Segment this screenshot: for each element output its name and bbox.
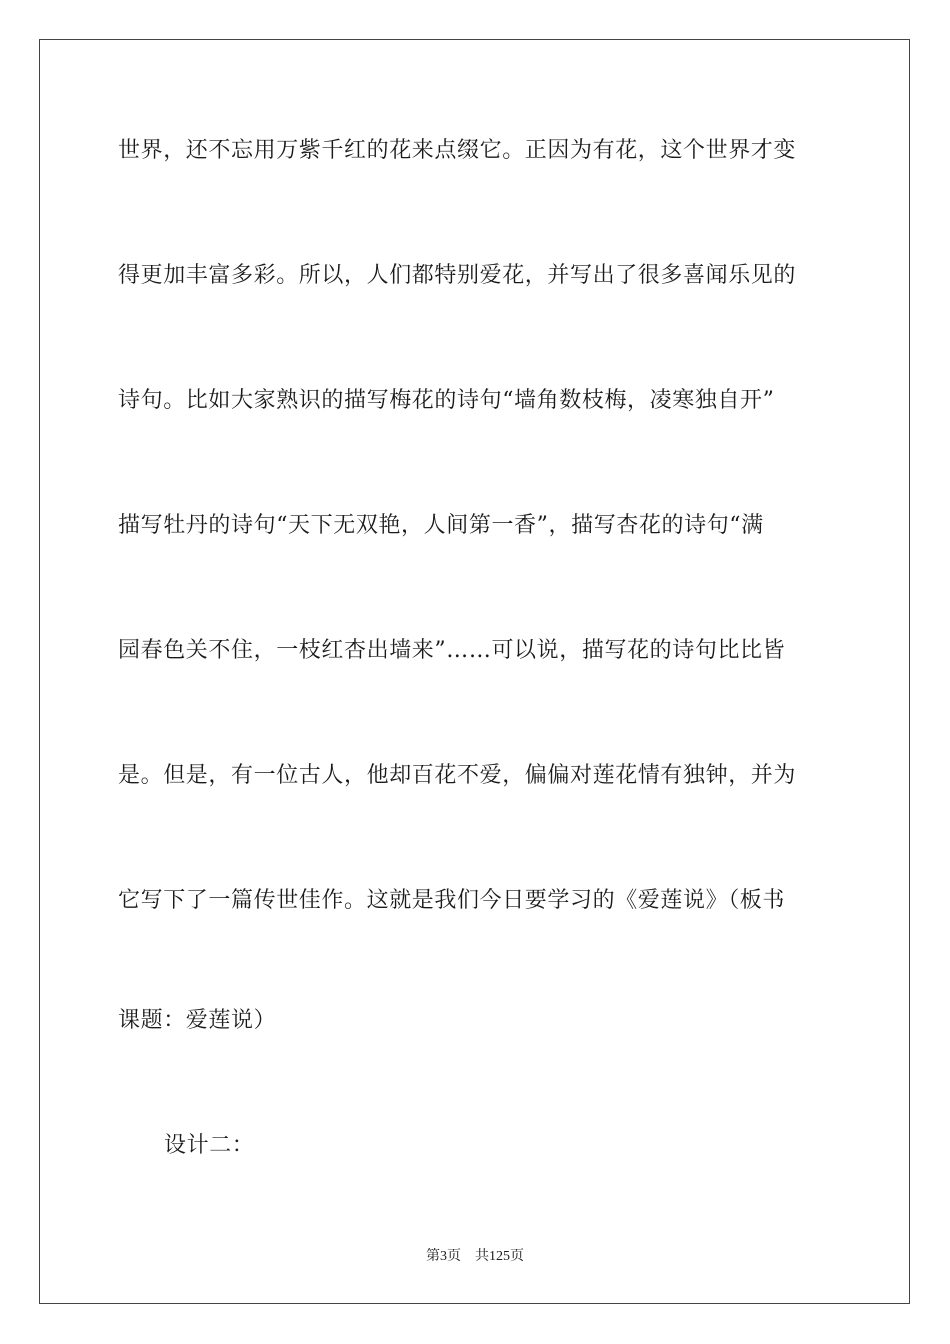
text-line-3: 诗句。比如大家熟识的描写梅花的诗句“墙角数枝梅，凌寒独自开”: [118, 388, 775, 413]
text-line-5: 园春色关不住，一枝红杏出墙来”……可以说，描写花的诗句比比皆: [118, 638, 786, 663]
text-line-1: 世界，还不忘用万紫千红的花来点缀它。正因为有花，这个世界才变: [118, 138, 797, 163]
section-heading: 设计二：: [164, 1133, 255, 1158]
text-line-7: 它写下了一篇传世佳作。这就是我们今日要学习的《爱莲说》（板书: [118, 888, 786, 913]
page-border: [39, 39, 910, 1304]
text-line-8: 课题：爱莲说）: [118, 1008, 277, 1033]
page-number-footer: 第3页 共125页: [426, 1249, 524, 1264]
text-line-4: 描写牡丹的诗句“天下无双艳，人间第一香”，描写杏花的诗句“满: [118, 513, 764, 538]
text-line-6: 是。但是，有一位古人，他却百花不爱，偏偏对莲花情有独钟，并为: [118, 763, 797, 788]
text-line-2: 得更加丰富多彩。所以，人们都特别爱花，并写出了很多喜闻乐见的: [118, 263, 797, 288]
